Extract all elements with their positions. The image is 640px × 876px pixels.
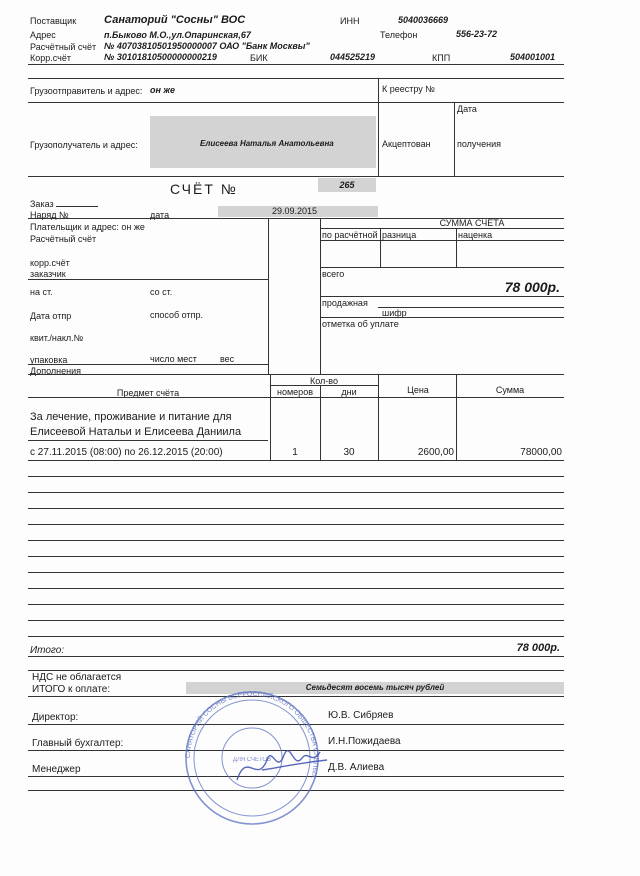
amount-value: 78000,00 xyxy=(520,447,562,458)
date-label-2: дата xyxy=(150,210,170,220)
supplier-account: № 40703810501950000007 ОАО "Банк Москвы" xyxy=(104,41,310,51)
invoice-date: 29.09.2015 xyxy=(272,206,318,216)
station-label: на ст. xyxy=(30,287,53,297)
qty-sub-line xyxy=(270,385,378,386)
row-line xyxy=(28,540,564,541)
phone-value: 556-23-72 xyxy=(456,29,498,39)
inn-label: ИНН xyxy=(340,16,360,26)
difference-label: разница xyxy=(382,230,417,240)
additions-label: Дополнения xyxy=(30,366,81,376)
kpp-value: 504001001 xyxy=(510,52,556,62)
manager-label: Менеджер xyxy=(32,764,81,775)
kpp-label: КПП xyxy=(432,53,451,63)
shipping-divider-v2 xyxy=(454,102,455,176)
account-label: Расчётный счёт xyxy=(30,42,97,52)
col-price-v xyxy=(378,374,379,460)
order-label: Заказ xyxy=(30,199,54,209)
received-label: получения xyxy=(457,139,501,149)
header-bottom-line xyxy=(28,397,564,398)
receipt-label: квит./накл.№ xyxy=(30,333,84,343)
row-line xyxy=(28,604,564,605)
days-value: 30 xyxy=(343,447,355,458)
period-text: с 27.11.2015 (08:00) по 26.12.2015 (20:00) xyxy=(30,447,223,458)
shipping-bottom-line xyxy=(28,176,564,177)
sale-label: продажная xyxy=(322,298,368,308)
consignee-label: Грузополучатель и адрес: xyxy=(30,140,138,150)
row-line xyxy=(28,524,564,525)
table-top-line xyxy=(28,374,564,375)
send-date-label: Дата отпр xyxy=(30,311,72,321)
itogo-line xyxy=(28,656,564,657)
director-label: Директор: xyxy=(32,712,79,723)
supplier-divider xyxy=(28,64,564,65)
row-line xyxy=(28,460,564,461)
signature-scribble xyxy=(232,730,332,790)
accountant-name: И.Н.Пожидаева xyxy=(328,736,401,747)
payment-mark-label: отметка об уплате xyxy=(322,319,399,329)
days-header: дни xyxy=(341,387,357,397)
vat-top-line xyxy=(28,670,564,671)
to-pay-label: ИТОГО к оплате: xyxy=(32,684,111,695)
subject-header: Предмет счёта xyxy=(116,388,180,398)
desc-line xyxy=(28,440,268,441)
total-label: всего xyxy=(322,269,345,279)
package-line xyxy=(28,364,268,365)
from-station-label: со ст. xyxy=(150,287,173,297)
supplier-label: Поставщик xyxy=(30,16,77,26)
stamp-ring-text: САНАТОРИЙ СОСНЫ ВСЕРОССИЙСКОГО ОБЩЕСТВА СЛЕПЫХ xyxy=(184,690,320,780)
date-label: Дата xyxy=(457,104,477,114)
sum-col-a xyxy=(380,228,381,268)
bik-value: 044525219 xyxy=(330,52,376,62)
director-name: Ю.В. Сибряев xyxy=(328,710,394,721)
total-value: 78 000р. xyxy=(504,279,560,295)
shipping-divider-v xyxy=(378,78,379,176)
payer-account-label: Расчётный счёт xyxy=(30,234,97,244)
package-label: упаковка xyxy=(30,355,68,365)
price-header: Цена xyxy=(407,385,429,395)
places-label: число мест xyxy=(150,354,197,364)
corr-label: Корр.счёт xyxy=(30,53,71,63)
row-line xyxy=(28,588,564,589)
payer-divider-v xyxy=(268,218,269,374)
row-line xyxy=(28,476,564,477)
shipper-value: он же xyxy=(150,85,176,95)
shipping-top-line xyxy=(28,78,564,79)
row-line xyxy=(28,556,564,557)
by-account-label: по расчётной xyxy=(322,230,378,240)
sum-title: СУММА СЧЁТА xyxy=(439,218,505,228)
accountant-label: Главный бухгалтер: xyxy=(32,738,124,749)
invoice-number: 265 xyxy=(339,180,355,190)
payer-label: Плательщик и адрес: он же xyxy=(30,222,145,232)
price-value: 2600,00 xyxy=(417,447,454,458)
registry-label: К реестру № xyxy=(382,84,435,94)
address-label: Адрес xyxy=(30,30,56,40)
manager-name: Д.В. Алиева xyxy=(328,762,385,773)
row-line xyxy=(28,508,564,509)
rooms-value: 1 xyxy=(292,447,298,458)
naryad-label: Наряд № xyxy=(30,210,69,220)
phone-label: Телефон xyxy=(380,30,418,40)
amount-header: Сумма xyxy=(495,385,525,395)
customer-line xyxy=(28,279,268,280)
stamp-center-text: ДЛЯ СЧЕТОВ xyxy=(232,757,272,763)
payer-divider-v2 xyxy=(320,218,321,374)
consignee-value: Елисеева Наталья Анатольевна xyxy=(200,139,334,148)
payment-top-line xyxy=(320,317,564,318)
vat-text: НДС не облагается xyxy=(32,672,122,683)
inn-value: 5040036669 xyxy=(398,15,449,25)
customer-label: заказчик xyxy=(30,269,66,279)
order-underline xyxy=(56,206,98,207)
row-line xyxy=(28,636,564,637)
sale-top-line xyxy=(320,296,564,297)
supplier-name: Санаторий "Сосны" ВОС xyxy=(104,14,246,26)
supplier-address: п.Быково М.О.,ул.Опаринская,67 xyxy=(104,30,251,40)
row-line xyxy=(28,620,564,621)
row-line xyxy=(28,572,564,573)
sum-total-top xyxy=(320,267,564,268)
shipper-label: Грузоотправитель и адрес: xyxy=(30,86,143,96)
qty-header: Кол-во xyxy=(310,376,338,386)
sum-col-b xyxy=(456,228,457,268)
sum-sub-line xyxy=(320,240,564,241)
weight-label: вес xyxy=(220,354,235,364)
accepted-label: Акцептован xyxy=(382,139,431,149)
rooms-header: номеров xyxy=(277,387,313,397)
markup-label: наценка xyxy=(458,230,493,240)
to-pay-words: Семьдесят восемь тысяч рублей xyxy=(305,683,445,692)
desc-line-1: За лечение, проживание и питание для xyxy=(30,411,232,423)
itogo-label: Итого: xyxy=(30,645,65,656)
shipping-mid-line xyxy=(28,102,564,103)
sum-title-line xyxy=(320,228,564,229)
supplier-corr: № 30101810500000000219 xyxy=(104,52,217,62)
bik-label: БИК xyxy=(250,53,268,63)
send-method-label: способ отпр. xyxy=(150,310,203,320)
row-line xyxy=(28,492,564,493)
itogo-value: 78 000р. xyxy=(516,642,560,654)
invoice-title: СЧЁТ № xyxy=(170,181,238,197)
cipher-label: шифр xyxy=(382,308,407,318)
desc-line-2: Елисеевой Натальи и Елисеева Даниила xyxy=(30,426,242,438)
payer-corr-label: корр.счёт xyxy=(30,258,70,268)
